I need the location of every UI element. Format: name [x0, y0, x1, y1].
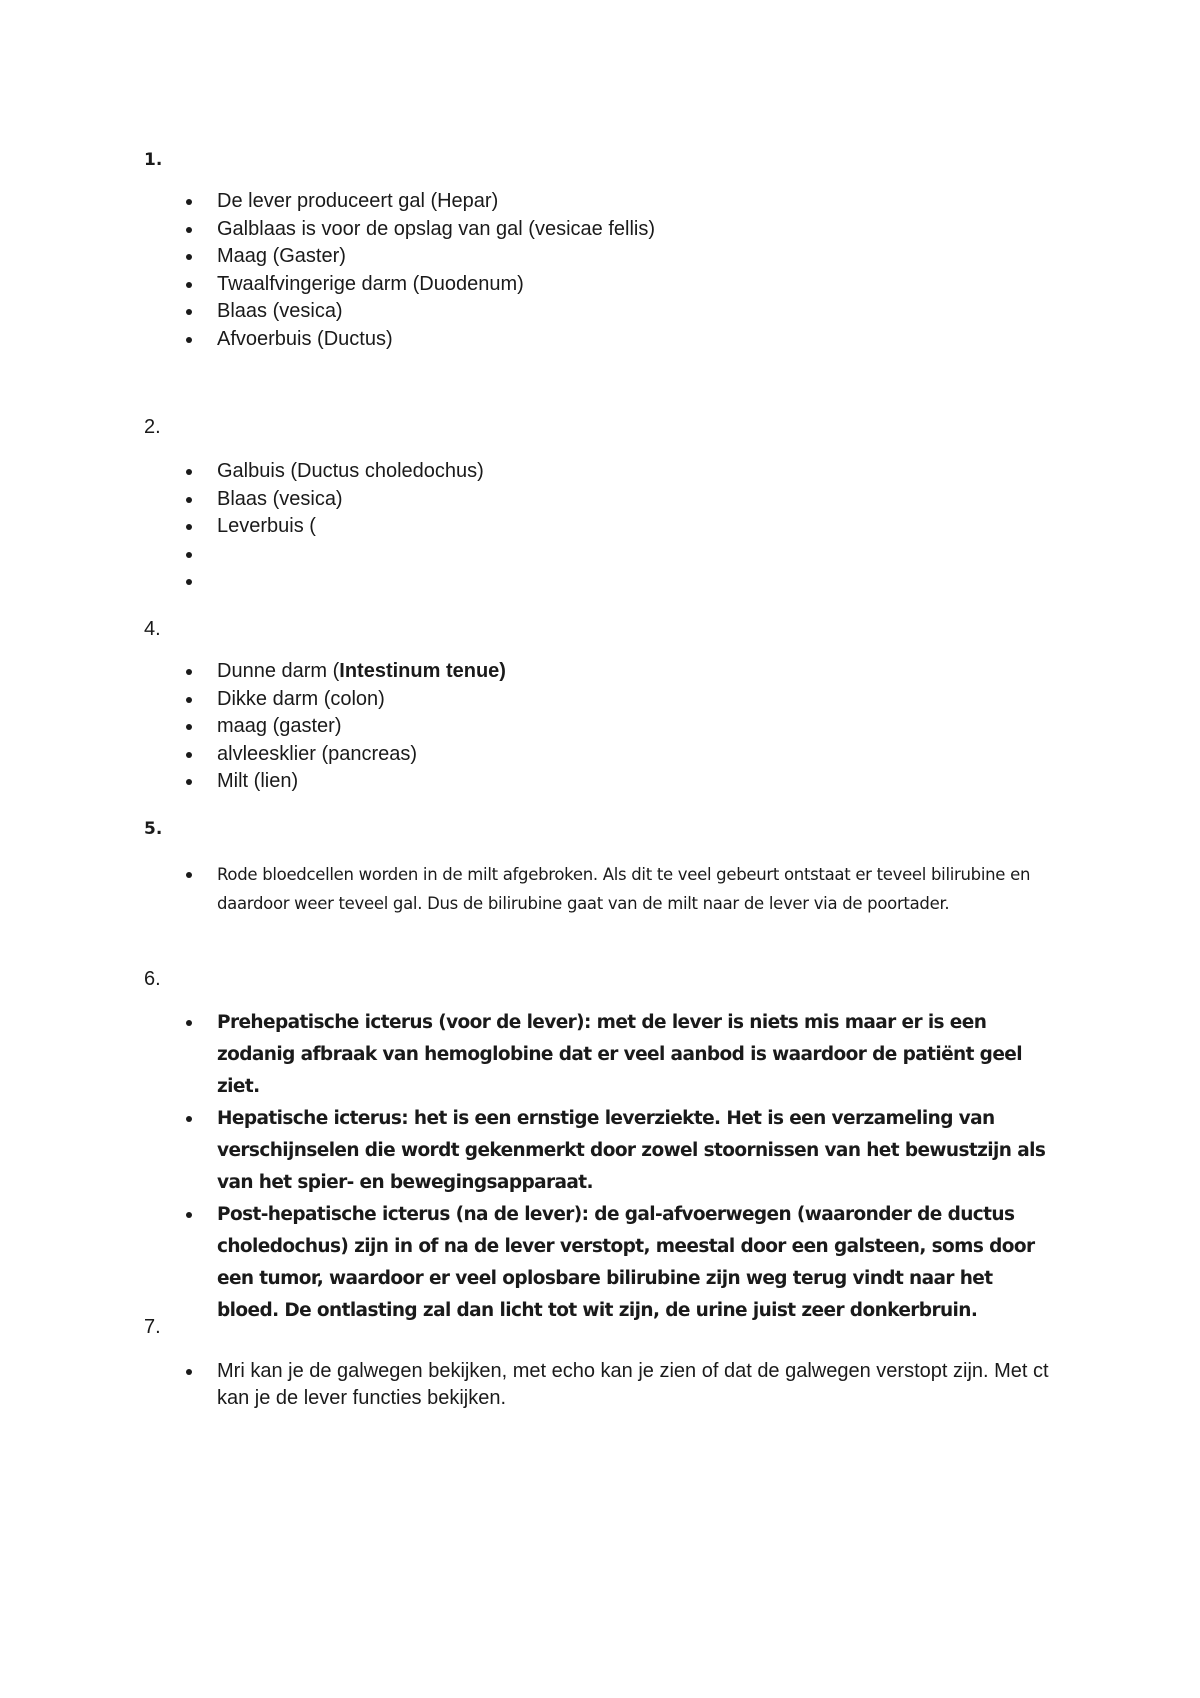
list-item: [0, 541, 1057, 569]
list-item: De lever produceert gal (Hepar): [0, 188, 1057, 216]
list-item: Blaas (vesica): [0, 486, 1057, 514]
section-1-list: [0, 188, 1057, 353]
list-item: Post-hepatische icterus (na de lever): de gal-afvoerwegen (waaronder de ductus choledochus) zijn in of na de lever verstopt, meestal door een galsteen, soms door een tumor, waardoor er veel oplosbare bilirubine zijn weg terug vindt naar het bloed. De ontlasting zal dan licht tot wit zijn, de urine juist zeer donkerbruin.: [0, 1199, 1057, 1327]
list-item: Leverbuis (: [0, 513, 1057, 541]
list-item: Hepatische icterus: het is een ernstige leverziekte. Het is een verzameling van verschijnselen die wordt gekenmerkt door zowel stoornissen van het bewustzijn als van het spier- en bewegingsapparaat.: [0, 1103, 1057, 1199]
section-4-list: [0, 658, 1057, 796]
list-item: alvleesklier (pancreas): [0, 741, 1057, 769]
list-item: Mri kan je de galwegen bekijken, met echo kan je zien of dat de galwegen verstopt zijn. Met ct kan je de lever functies bekijken.: [0, 1358, 1057, 1412]
section-2-list: [0, 458, 1057, 596]
section-number-5: 5.: [144, 819, 163, 839]
section-number-7: 7.: [144, 1316, 161, 1338]
list-item: Afvoerbuis (Ductus): [0, 326, 1057, 354]
list-item: Blaas (vesica): [0, 298, 1057, 326]
list-item: Galblaas is voor de opslag van gal (vesicae fellis): [0, 216, 1057, 244]
section-5-list: [0, 860, 1057, 918]
list-item: Rode bloedcellen worden in de milt afgebroken. Als dit te veel gebeurt ontstaat er teveel bilirubine en daardoor weer teveel gal. Dus de bilirubine gaat van de milt naar de lever via de poortader.: [0, 860, 1057, 918]
list-item-bold-text: Intestinum tenue): [339, 660, 506, 682]
list-item: Twaalfvingerige darm (Duodenum): [0, 271, 1057, 299]
list-item: [0, 568, 1057, 596]
section-number-6: 6.: [144, 968, 161, 990]
list-item: [0, 658, 1057, 686]
section-6-list: [0, 1007, 1057, 1327]
list-item: Prehepatische icterus (voor de lever): met de lever is niets mis maar er is een zodanig afbraak van hemoglobine dat er veel aanbod is waardoor de patiënt geel ziet.: [0, 1007, 1057, 1103]
list-item: Galbuis (Ductus choledochus): [0, 458, 1057, 486]
list-item: Dikke darm (colon): [0, 686, 1057, 714]
list-item-text: Dunne darm (: [217, 660, 340, 682]
section-number-2: 2.: [144, 416, 161, 438]
list-item: Maag (Gaster): [0, 243, 1057, 271]
list-item: Milt (lien): [0, 768, 1057, 796]
section-number-4: 4.: [144, 618, 161, 640]
section-number-1: 1.: [144, 150, 163, 170]
list-item: maag (gaster): [0, 713, 1057, 741]
section-7-list: [0, 1358, 1057, 1412]
